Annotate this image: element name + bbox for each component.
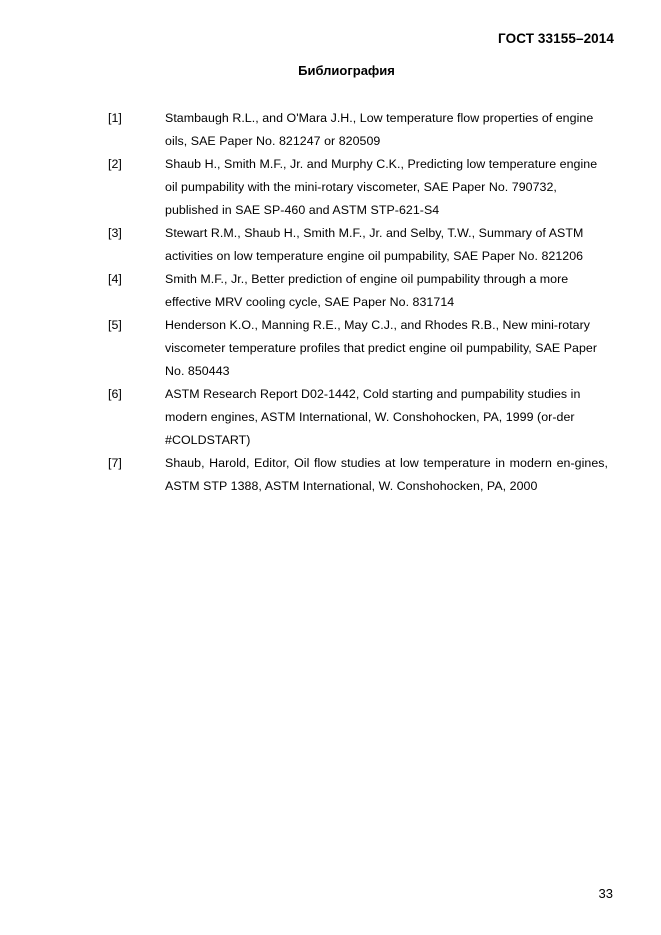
entry-text: Stewart R.M., Shaub H., Smith M.F., Jr. and Selby, T.W., Summary of ASTM activities on low temperature engine oil pumpability, SAE Paper No. 821206 (165, 226, 584, 263)
bibliography-entry (108, 452, 608, 498)
bibliography-entry (108, 107, 608, 153)
entry-text: Henderson K.O., Manning R.E., May C.J., and Rhodes R.B., New mini-rotary viscometer temperature profiles that predict engine oil pumpability, SAE Paper No. 850443 (165, 318, 598, 378)
entry-number: [2] (108, 157, 122, 171)
entry-text: Smith M.F., Jr., Better prediction of engine oil pumpability through a more effective MRV cooling cycle, SAE Paper No. 831714 (165, 272, 569, 309)
entry-number: [4] (108, 272, 122, 286)
entry-text: ASTM Research Report D02-1442, Cold starting and pumpability studies in modern engines, ASTM International, W. Conshohocken, PA, 1999 (or-der #COLDSTART) (165, 387, 581, 447)
entry-number: [5] (108, 318, 122, 332)
bibliography-entry (108, 268, 608, 314)
bibliography-entry (108, 383, 608, 452)
entry-text: Shaub, Harold, Editor, Oil flow studies at low temperature in modern en-gines, ASTM STP 1388, ASTM International, W. Conshohocken, PA, 2000 (165, 456, 608, 493)
entry-number: [1] (108, 111, 122, 125)
page-number: 33 (598, 886, 613, 901)
entry-number: [7] (108, 456, 122, 470)
section-title: Библиография (298, 63, 395, 78)
bibliography-entry (108, 153, 608, 222)
entry-text: Stambaugh R.L., and O'Mara J.H., Low temperature flow properties of engine oils, SAE Paper No. 821247 or 820509 (165, 111, 594, 148)
bibliography-entry (108, 314, 608, 383)
bibliography-entry (108, 222, 608, 268)
entry-text: Shaub H., Smith M.F., Jr. and Murphy C.K., Predicting low temperature engine oil pumpability with the mini-rotary viscometer, SAE Paper No. 790732, published in SAE SP-460 and ASTM STP-621-S4 (165, 157, 598, 217)
bibliography-list (108, 107, 608, 498)
entry-number: [3] (108, 226, 122, 240)
entry-number: [6] (108, 387, 122, 401)
standard-code: ГОСТ 33155–2014 (498, 31, 614, 46)
